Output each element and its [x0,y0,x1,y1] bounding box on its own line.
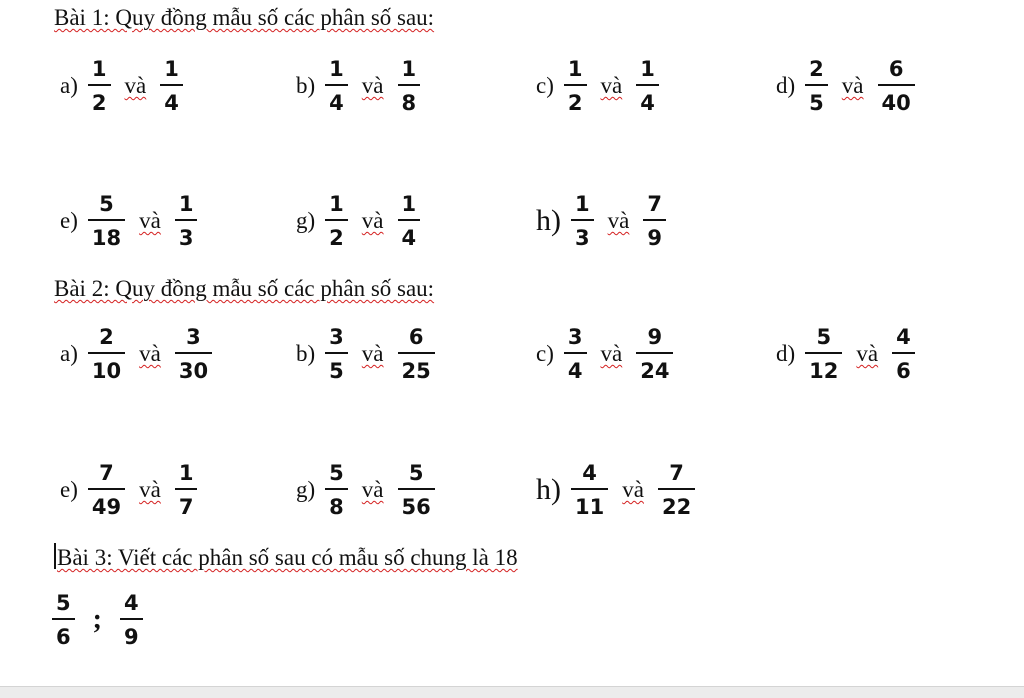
numerator: 5 [816,325,832,349]
bai3-fractions [52,592,143,648]
numerator: 5 [329,461,344,485]
conjunction: và [361,477,384,502]
denominator: 6 [52,618,75,648]
numerator: 1 [575,192,590,216]
numerator: 1 [567,57,583,81]
item-label: h) [536,204,561,237]
bai1-item-a [60,58,183,114]
numerator: 9 [647,325,663,349]
bai2-item-a [60,326,212,382]
fraction [643,193,666,249]
numerator: 2 [809,57,824,81]
denominator: 4 [636,84,659,114]
denominator: 25 [398,352,435,382]
fraction [325,193,348,249]
denominator: 9 [643,219,666,249]
denominator: 12 [805,352,842,382]
denominator: 22 [658,488,695,518]
denominator: 8 [398,84,421,114]
fraction [398,462,435,518]
denominator: 4 [564,352,587,382]
denominator: 5 [805,84,828,114]
fraction [398,58,421,114]
bai1-item-d [776,58,915,114]
numerator: 5 [99,192,114,216]
denominator: 11 [571,488,608,518]
numerator: 4 [123,591,139,615]
bai1-title: Bài 1: Quy đồng mẫu số các phân số sau: [54,5,435,30]
fraction [805,326,842,382]
bai1-item-g [296,193,420,249]
denominator: 2 [88,84,111,114]
conjunction: và [139,477,161,502]
denominator: 2 [564,84,587,114]
conjunction: và [124,73,147,98]
fraction [325,58,348,114]
numerator: 3 [567,325,583,349]
fraction [175,326,212,382]
conjunction: và [607,208,630,233]
denominator: 8 [325,488,348,518]
bai2-item-g [296,462,435,518]
conjunction: và [600,73,623,98]
fraction [88,462,125,518]
fraction [805,58,828,114]
fraction [325,326,348,382]
conjunction: và [841,73,864,98]
conjunction: và [139,208,161,233]
fraction [571,462,608,518]
numerator: 4 [896,325,911,349]
denominator: 2 [325,219,348,249]
numerator: 7 [669,461,684,485]
fraction [120,592,143,648]
denominator: 24 [636,352,673,382]
item-label: b) [296,73,316,98]
denominator: 3 [175,219,198,249]
item-label: d) [776,341,796,366]
conjunction: và [361,208,384,233]
bai1-item-e [60,193,197,249]
fraction [160,58,183,114]
numerator: 1 [401,57,417,81]
numerator: 1 [329,57,344,81]
bai2-item-d [776,326,915,382]
numerator: 1 [164,57,179,81]
item-label: c) [536,73,554,98]
fraction [878,58,915,114]
denominator: 9 [120,618,143,648]
denominator: 30 [175,352,212,382]
conjunction: và [622,477,644,502]
horizontal-scrollbar[interactable] [0,686,1024,698]
numerator: 1 [178,192,194,216]
conjunction: và [856,341,879,366]
denominator: 4 [398,219,421,249]
item-label: h) [536,473,561,506]
numerator: 5 [56,591,71,615]
fraction [564,326,587,382]
numerator: 1 [329,192,344,216]
numerator: 6 [408,325,424,349]
denominator: 18 [88,219,125,249]
item-label: b) [296,341,316,366]
denominator: 5 [325,352,348,382]
denominator: 40 [878,84,915,114]
item-label: g) [296,477,316,502]
fraction [88,58,111,114]
item-label: e) [60,208,78,233]
denominator: 3 [571,219,594,249]
numerator: 1 [91,57,107,81]
fraction [892,326,915,382]
fraction [325,462,348,518]
numerator: 6 [888,57,904,81]
denominator: 10 [88,352,125,382]
fraction [658,462,695,518]
numerator: 3 [186,325,201,349]
denominator: 4 [160,84,183,114]
fraction [52,592,75,648]
item-label: a) [60,73,78,98]
numerator: 5 [408,461,424,485]
numerator: 3 [329,325,344,349]
numerator: 1 [178,461,194,485]
denominator: 4 [325,84,348,114]
fraction [636,58,659,114]
fraction [175,193,198,249]
fraction [88,326,125,382]
bai2-item-h [536,462,695,518]
separator: ; [92,604,102,635]
conjunction: và [139,341,161,366]
text-cursor [54,543,56,569]
fraction [175,462,198,518]
item-label: c) [536,341,554,366]
denominator: 6 [892,352,915,382]
fraction [636,326,673,382]
numerator: 4 [582,461,597,485]
fraction [398,193,421,249]
numerator: 1 [401,192,417,216]
fraction [398,326,435,382]
item-label: g) [296,208,316,233]
bai2-title: Bài 2: Quy đồng mẫu số các phân số sau: [54,276,435,301]
conjunction: và [600,341,623,366]
numerator: 1 [640,57,655,81]
fraction [564,58,587,114]
bai2-item-c [536,326,673,382]
bai2-item-b [296,326,435,382]
denominator: 7 [175,488,198,518]
item-label: a) [60,341,78,366]
conjunction: và [361,73,384,98]
bai2-item-e [60,462,197,518]
item-label: d) [776,73,796,98]
bai3-title: Bài 3: Viết các phân số sau có mẫu số chung là 18 [57,545,518,570]
bai1-item-c [536,58,659,114]
item-label: e) [60,477,78,502]
fraction [88,193,125,249]
bai1-item-h [536,193,666,249]
fraction [571,193,594,249]
denominator: 49 [88,488,125,518]
numerator: 7 [647,192,662,216]
bai1-item-b [296,58,420,114]
numerator: 7 [99,461,114,485]
conjunction: và [361,341,384,366]
numerator: 2 [99,325,114,349]
denominator: 56 [398,488,435,518]
